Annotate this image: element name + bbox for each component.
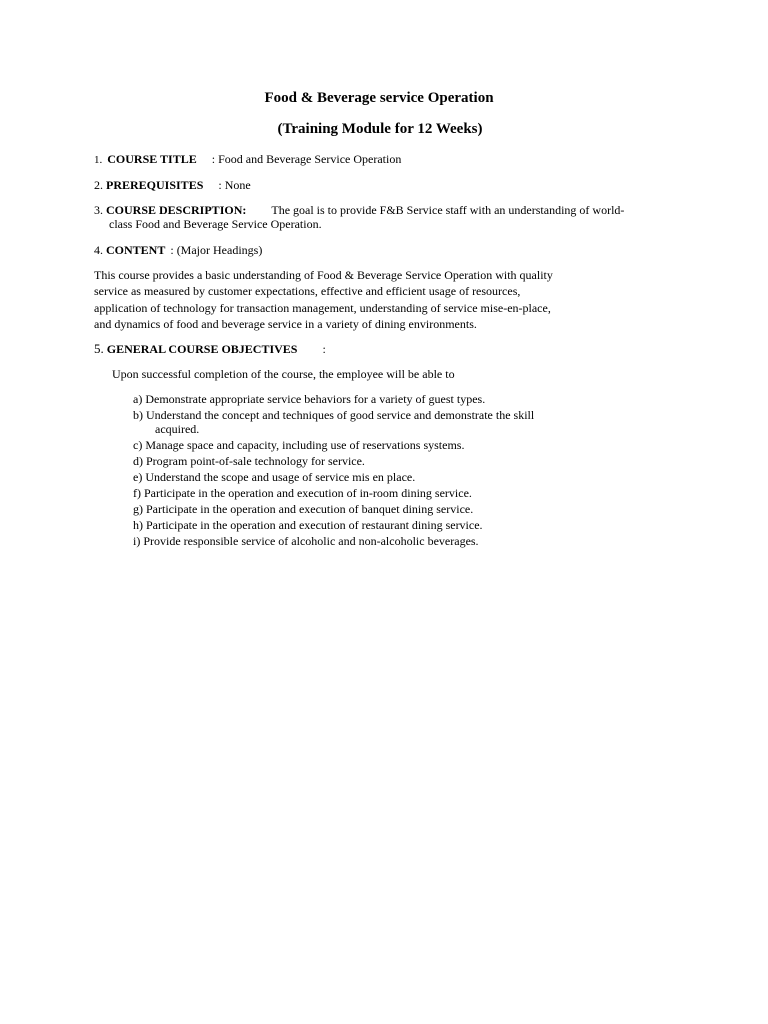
section-value: Food and Beverage Service Operation xyxy=(218,152,402,166)
section-separator: : xyxy=(322,342,326,356)
section-separator: : xyxy=(218,178,222,192)
section-number: 2. xyxy=(94,178,103,192)
list-item: a) Demonstrate appropriate service behaviors for a variety of guest types. xyxy=(133,392,486,406)
paragraph-line: This course provides a basic understanding of Food & Beverage Service Operation with quality xyxy=(94,268,553,282)
section-label: COURSE TITLE xyxy=(107,152,197,166)
list-item: g) Participate in the operation and execution of banquet dining service. xyxy=(133,502,474,516)
section-course-title xyxy=(94,152,401,168)
section-course-description-cont: class Food and Beverage Service Operation. xyxy=(109,217,322,231)
paragraph-line: application of technology for transaction management, understanding of service mise-en-place, xyxy=(94,300,551,315)
paragraph-line: and dynamics of food and beverage service in a variety of dining environments. xyxy=(94,316,477,331)
objectives-list xyxy=(133,391,693,549)
list-item-continuation: acquired. xyxy=(155,422,200,436)
section-number: 1. xyxy=(94,154,103,166)
doc-title: Food & Beverage service Operation xyxy=(264,90,494,106)
section-label: GENERAL COURSE OBJECTIVES xyxy=(106,342,298,356)
section-prerequisites xyxy=(94,178,251,193)
section-number: 5. xyxy=(94,341,104,356)
section-separator: : xyxy=(170,243,174,257)
section-value: The goal is to provide F&B Service staff with an understanding of world- xyxy=(271,203,625,217)
section-label: PREREQUISITES xyxy=(106,178,204,192)
objectives-intro: Upon successful completion of the course, the employee will be able to xyxy=(112,367,455,381)
paragraph-line: service as measured by customer expectations, effective and efficient usage of resources, xyxy=(94,284,521,299)
section-course-description xyxy=(94,203,624,218)
section-value: (Major Headings) xyxy=(176,243,263,257)
list-item: e) Understand the scope and usage of service mis en place. xyxy=(133,470,416,484)
section-number: 4. xyxy=(94,243,103,257)
list-item: i) Provide responsible service of alcoholic and non-alcoholic beverages. xyxy=(133,534,479,548)
list-item: c) Manage space and capacity, including use of reservations systems. xyxy=(133,438,465,452)
doc-subtitle: (Training Module for 12 Weeks) xyxy=(277,121,483,137)
list-item: d) Program point-of-sale technology for service. xyxy=(133,454,365,468)
section-separator: : xyxy=(211,152,216,166)
section-number: 3. xyxy=(94,203,103,217)
section-value: None xyxy=(224,178,251,192)
list-item: f) Participate in the operation and execution of in-room dining service. xyxy=(133,486,472,500)
section-label: CONTENT xyxy=(106,243,166,257)
list-item: h) Participate in the operation and execution of restaurant dining service. xyxy=(133,518,483,532)
course-summary-paragraph xyxy=(94,267,654,332)
list-item: b) Understand the concept and techniques of good service and demonstrate the skill xyxy=(133,408,535,422)
section-objectives xyxy=(94,341,326,357)
section-label: COURSE DESCRIPTION: xyxy=(106,203,247,217)
section-content xyxy=(94,243,262,258)
